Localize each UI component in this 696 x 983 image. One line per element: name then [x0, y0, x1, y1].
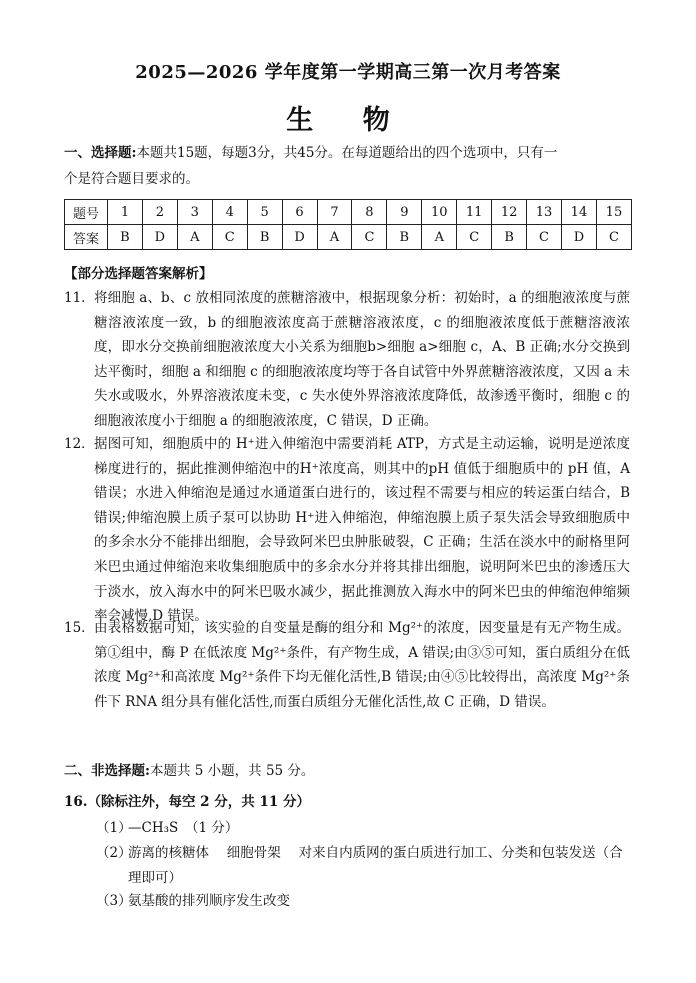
question-number: 7: [317, 200, 352, 225]
answer-cell: B: [108, 225, 143, 250]
question-number-label: 11．: [64, 290, 95, 306]
question-number-label: 12．: [64, 436, 95, 452]
answer-table: [64, 199, 632, 250]
answer-cell: C: [596, 225, 631, 250]
section1-label: 一、选择题:: [64, 145, 137, 161]
question-number: 1: [108, 200, 143, 225]
question-number: 2: [142, 200, 177, 225]
answer-table-number-row: [65, 200, 632, 225]
question-number: 9: [387, 200, 422, 225]
section1-desc-line1: 本题共15题，每题3分，共45分。在每道题给出的四个选项中，只有一: [136, 145, 558, 161]
question-number: 5: [247, 200, 282, 225]
answer-cell: D: [142, 225, 177, 250]
section2-desc: 本题共 5 小题，共 55 分。: [149, 763, 315, 779]
question-16-heading: 16.（除标注外，每空 2 分，共 11 分）: [64, 794, 310, 810]
section1-desc-line2: 个是符合题目要求的。: [64, 171, 199, 187]
q16-part-2: [96, 841, 636, 890]
analysis-text: 由表格数据可知，该实验的自变量是酶的组分和 Mg²⁺的浓度，因变量是有无产物生成。第①组中，酶 P 在低浓度 Mg²⁺条件，有产物生成，A 错误;由③⑤可知，蛋白质组分在低浓度 Mg²⁺和高浓度 Mg²⁺条件下均无催化活性,B 错误;由④⑤比较得出，高浓度 Mg²⁺条件下 RNA 组分具有催化活性,而蛋白质组分无催化活性,故 C 正确，D 错误。: [94, 620, 630, 710]
question-number: 6: [282, 200, 317, 225]
part-answer: 氨基酸的排列顺序发生改变: [128, 893, 290, 909]
section2-heading: [64, 758, 644, 784]
answer-table-answer-row: [65, 225, 632, 250]
answer-cell: D: [561, 225, 596, 250]
answer-cell: D: [282, 225, 317, 250]
answer-cell: C: [457, 225, 492, 250]
part-answer: 游离的核糖体 细胞骨架 对来自内质网的蛋白质进行加工、分类和包装发送（合理即可）: [128, 845, 623, 886]
answer-cell: C: [352, 225, 387, 250]
question-number: 14: [561, 200, 596, 225]
question-number: 11: [457, 200, 492, 225]
subject-title: 生 物: [286, 105, 410, 136]
answer-cell: B: [387, 225, 422, 250]
part-number: （1）: [96, 820, 132, 836]
page-title: 2025—2026 学年度第一学期高三第一次月考答案: [135, 62, 561, 83]
part-number: （2）: [96, 845, 132, 861]
question-number: 13: [527, 200, 562, 225]
q16-part-3: [96, 889, 636, 914]
analysis-text: 据图可知，细胞质中的 H⁺进入伸缩泡中需要消耗 ATP，方式是主动运输，说明是逆浓度梯度进行的，据此推测伸缩泡中的H⁺浓度高，则其中的pH 值低于细胞质中的 pH 值，A 错误；水进入伸缩泡是通过水通道蛋白进行的，该过程不需要与相应的转运蛋白结合，B 错误;伸缩泡膜上质子泵可以协助 H⁺进入伸缩泡，伸缩泡膜上质子泵失活会导致细胞质中的多余水分不能排出细胞，会导致阿米巴虫肿胀破裂，C 正确；生活在淡水中的耐格里阿米巴虫通过伸缩泡来收集细胞质中的多余水分并将其排出细胞，说明阿米巴虫的渗透压大于淡水，放入海水中的阿米巴吸水减少，据此推测放入海水中的阿米巴虫的伸缩泡伸缩频率会减慢,D 错误。: [94, 436, 630, 625]
analysis-item-11: [64, 286, 630, 434]
question-number: 12: [492, 200, 527, 225]
answer-cell: A: [422, 225, 457, 250]
question-number: 8: [352, 200, 387, 225]
answer-cell: B: [492, 225, 527, 250]
answer-cell: A: [177, 225, 212, 250]
answer-cell: C: [527, 225, 562, 250]
row-label-number: 题号: [65, 200, 108, 225]
answer-cell: C: [212, 225, 247, 250]
analysis-text: 将细胞 a、b、c 放相同浓度的蔗糖溶液中，根据现象分析：初始时，a 的细胞液浓度与蔗糖溶液浓度一致，b 的细胞液浓度高于蔗糖溶液浓度，c 的细胞液浓度低于蔗糖溶液浓度，即水分交换前细胞液浓度大小关系为细胞b>细胞 a>细胞 c，A、B 正确;水分交换到达平衡时，细胞 a 和细胞 c 的细胞液浓度均等于各自试管中外界蔗糖溶液浓度，又因 a 未失水或吸水，外界溶液浓度未变，c 失水使外界溶液浓度降低，故渗透平衡时，细胞 c 的细胞液浓度小于细胞 a 的细胞液浓度，C 错误，D 正确。: [94, 290, 630, 429]
part-answer: —CH₃S （1 分）: [128, 820, 239, 836]
answer-cell: A: [317, 225, 352, 250]
question-number: 10: [422, 200, 457, 225]
q16-part-1: [96, 816, 636, 841]
question-number-label: 15．: [64, 620, 95, 636]
question-number: 3: [177, 200, 212, 225]
answer-cell: B: [247, 225, 282, 250]
analysis-item-12: [64, 432, 630, 629]
question-number: 15: [596, 200, 631, 225]
analysis-heading: 【部分选择题答案解析】: [64, 266, 213, 282]
row-label-answer: 答案: [65, 225, 108, 250]
analysis-item-15: [64, 616, 630, 714]
section2-label: 二、非选择题:: [64, 763, 150, 779]
part-number: （3）: [96, 893, 132, 909]
question-number: 4: [212, 200, 247, 225]
section1-heading: [64, 140, 644, 192]
